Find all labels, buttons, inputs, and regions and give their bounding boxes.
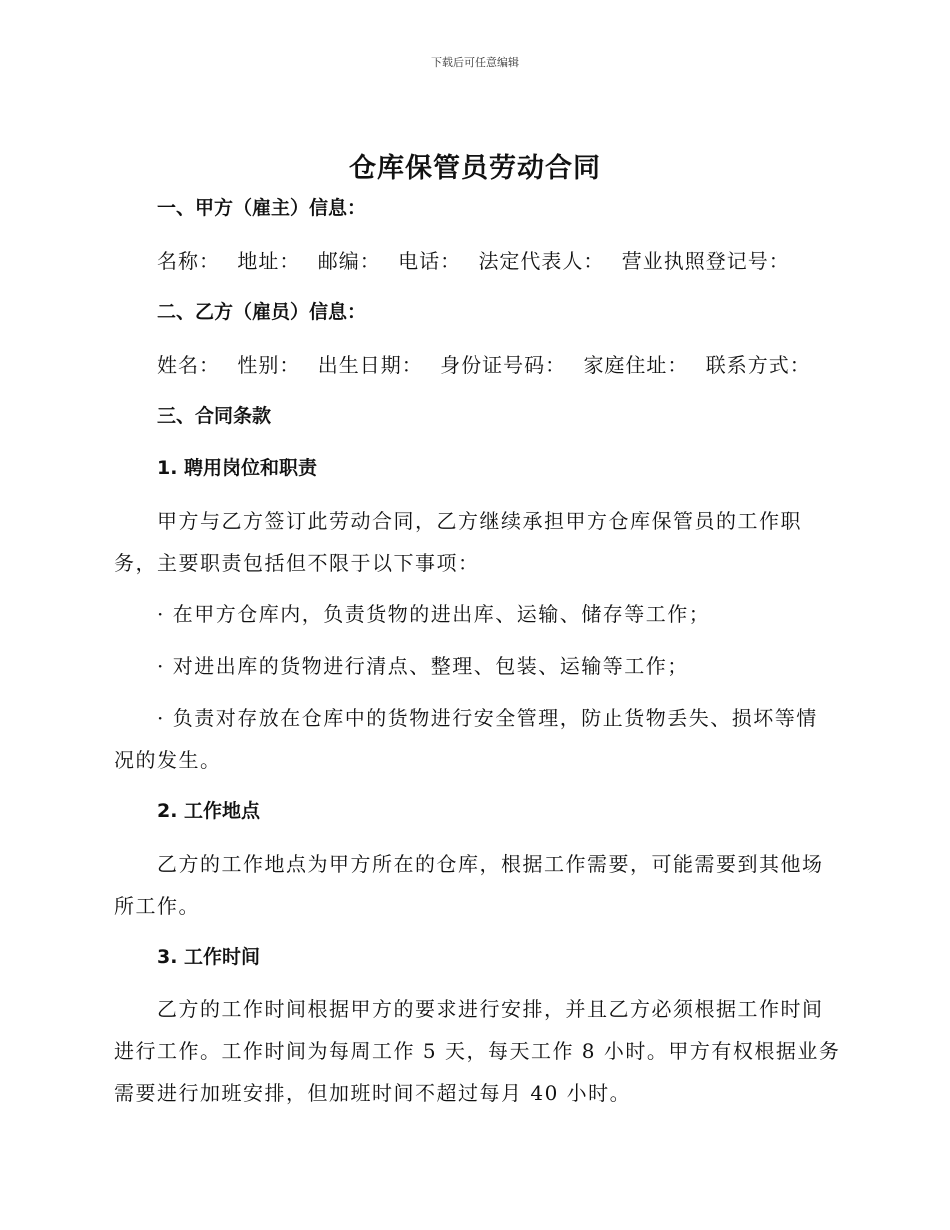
page-header-note: 下载后可任意编辑 (431, 56, 519, 69)
section-2-heading: 二、乙方（雇员）信息： (157, 301, 367, 323)
clause-2-paragraph-line-1: 乙方的工作地点为甲方所在的仓库，根据工作需要，可能需要到其他场 (157, 852, 824, 876)
employee-gender-label: 性别： (237, 353, 301, 377)
clause-1-paragraph-line-2: 务，主要职责包括但不限于以下事项： (114, 551, 480, 575)
clause-3-paragraph-line-3: 需要进行加班安排，但加班时间不超过每月 40 小时。 (114, 1081, 632, 1105)
document-title: 仓库保管员劳动合同 (349, 153, 601, 184)
section-1-heading: 一、甲方（雇主）信息： (157, 197, 367, 219)
clause-1-bullet-3-line-2: 况的发生。 (114, 748, 222, 772)
employer-license-label: 营业执照登记号： (621, 249, 790, 273)
employer-postcode-label: 邮编： (317, 249, 381, 273)
clause-1-paragraph-line-1: 甲方与乙方签订此劳动合同，乙方继续承担甲方仓库保管员的工作职 (157, 509, 802, 533)
section-3-heading: 三、合同条款 (157, 405, 272, 427)
clause-2-heading: 2. 工作地点 (157, 800, 261, 822)
employer-phone-label: 电话： (398, 249, 462, 273)
clause-3-heading: 3. 工作时间 (157, 946, 261, 968)
clause-3-paragraph-line-1: 乙方的工作时间根据甲方的要求进行安排，并且乙方必须根据工作时间 (157, 997, 824, 1021)
employer-name-label: 名称： (157, 249, 220, 273)
clause-1-bullet-1: · 在甲方仓库内，负责货物的进出库、运输、储存等工作； (157, 602, 711, 626)
clause-1-bullet-2: · 对进出库的货物进行清点、整理、包装、运输等工作； (157, 654, 689, 678)
employee-address-label: 家庭住址： (583, 353, 689, 377)
employer-address-label: 地址： (237, 249, 301, 273)
employee-birthdate-label: 出生日期： (317, 353, 423, 377)
clause-2-paragraph-line-2: 所工作。 (114, 894, 200, 918)
employer-fields (157, 245, 800, 274)
employee-contact-label: 联系方式： (705, 353, 811, 377)
clause-1-bullet-3-line-1: · 负责对存放在仓库中的货物进行安全管理，防止货物丢失、损坏等情 (157, 706, 818, 730)
employee-fields (157, 349, 821, 378)
employee-name-label: 姓名： (157, 353, 220, 377)
employer-legal-rep-label: 法定代表人： (478, 249, 605, 273)
clause-1-heading: 1. 聘用岗位和职责 (157, 457, 318, 479)
employee-id-label: 身份证号码： (440, 353, 567, 377)
clause-3-paragraph-line-2: 进行工作。工作时间为每周工作 5 天，每天工作 8 小时。甲方有权根据业务 (114, 1039, 841, 1063)
